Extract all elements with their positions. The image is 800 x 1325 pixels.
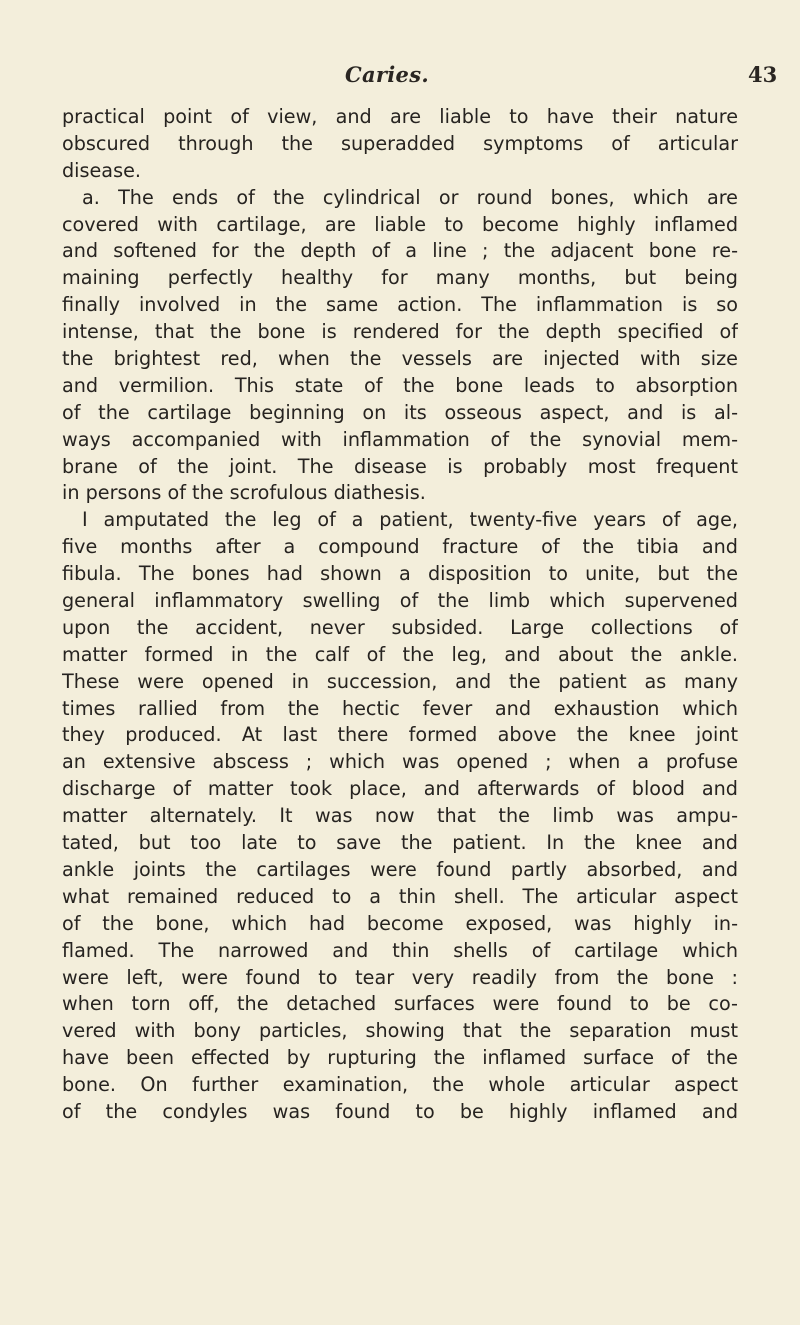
text-line: general inflammatory swelling of the limb which supervened <box>62 589 738 613</box>
text-line: matter formed in the calf of the leg, and about the ankle. <box>62 642 738 666</box>
text-line: maining perfectly healthy for many months, but being <box>62 266 738 290</box>
text-line: of the cartilage beginning on its osseous aspect, and is al- <box>62 400 738 424</box>
text-line: matter alternately. It was now that the limb was ampu- <box>62 804 738 828</box>
text-line: the brightest red, when the vessels are injected with size <box>62 347 738 371</box>
text-line: bone. On further examination, the whole articular aspect <box>62 1073 738 1097</box>
text-line: when torn off, the detached surfaces were found to be co- <box>62 992 738 1016</box>
text-line: have been effected by rupturing the inflamed surface of the <box>62 1046 738 1070</box>
page-number: 43 <box>748 62 778 87</box>
text-line: an extensive abscess ; which was opened ; when a profuse <box>62 750 738 774</box>
text-line: they produced. At last there formed above the knee joint <box>62 723 738 747</box>
text-line: obscured through the superadded symptoms of articular <box>62 131 738 155</box>
text-line: ways accompanied with inflammation of the synovial mem- <box>62 427 738 451</box>
running-head <box>0 60 800 94</box>
text-line: disease. <box>62 158 141 182</box>
text-line: discharge of matter took place, and afterwards of blood and <box>62 777 738 801</box>
text-line: intense, that the bone is rendered for the depth specified of <box>62 320 738 344</box>
text-line: in persons of the scrofulous diathesis. <box>62 481 426 505</box>
text-line: of the bone, which had become exposed, was highly in- <box>62 911 738 935</box>
text-line: fibula. The bones had shown a disposition to unite, but the <box>62 562 738 586</box>
text-line: upon the accident, never subsided. Large collections of <box>62 615 738 639</box>
text-line: and softened for the depth of a line ; the adjacent bone re- <box>62 239 738 263</box>
text-line: ankle joints the cartilages were found partly absorbed, and <box>62 857 738 881</box>
text-line: of the condyles was found to be highly inflamed and <box>62 1099 738 1123</box>
text-line: a. The ends of the cylindrical or round bones, which are <box>82 185 738 209</box>
running-title: Caries. <box>345 62 429 87</box>
text-line: finally involved in the same action. The inflammation is so <box>62 293 738 317</box>
text-line: flamed. The narrowed and thin shells of cartilage which <box>62 938 738 962</box>
text-line: what remained reduced to a thin shell. The articular aspect <box>62 884 738 908</box>
text-line: covered with cartilage, are liable to become highly inflamed <box>62 212 738 236</box>
text-line: vered with bony particles, showing that the separation must <box>62 1019 738 1043</box>
text-line: tated, but too late to save the patient. In the knee and <box>62 831 738 855</box>
text-line: I amputated the leg of a patient, twenty-five years of age, <box>82 508 738 532</box>
text-line: These were opened in succession, and the patient as many <box>62 669 738 693</box>
text-line: brane of the joint. The disease is probably most frequent <box>62 454 738 478</box>
body-text <box>62 104 738 1126</box>
text-line: were left, were found to tear very readily from the bone : <box>62 965 738 989</box>
text-line: times rallied from the hectic fever and exhaustion which <box>62 696 738 720</box>
text-line: practical point of view, and are liable to have their nature <box>62 105 738 128</box>
text-line: and vermilion. This state of the bone leads to absorption <box>62 373 738 397</box>
text-line: five months after a compound fracture of the tibia and <box>62 535 738 559</box>
